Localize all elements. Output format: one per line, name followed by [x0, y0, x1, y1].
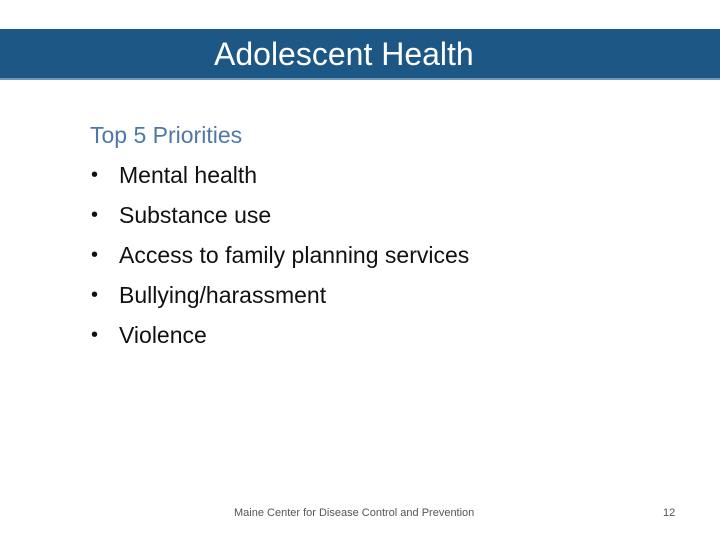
bullet-icon: •: [91, 244, 99, 266]
list-item-text: Violence: [119, 322, 207, 348]
footer-organization: Maine Center for Disease Control and Prevention: [234, 507, 475, 519]
bullet-icon: •: [91, 324, 99, 346]
list-item: [90, 195, 469, 235]
list-item-text: Substance use: [119, 202, 272, 228]
list-item: [90, 155, 469, 195]
title-bar: [0, 29, 720, 80]
list-item: [90, 315, 469, 355]
slide-content: [90, 115, 469, 355]
page-number: 12: [663, 507, 676, 519]
bullet-icon: •: [91, 284, 99, 306]
list-item: [90, 235, 469, 275]
list-item: [90, 275, 469, 315]
slide-title: Adolescent Health: [214, 36, 474, 72]
bullet-icon: •: [91, 164, 99, 186]
priorities-heading: Top 5 Priorities: [90, 122, 243, 148]
list-item-text: Bullying/harassment: [119, 282, 327, 308]
list-item-text: Access to family planning services: [119, 242, 470, 268]
priorities-list: [90, 155, 469, 355]
bullet-icon: •: [91, 204, 99, 226]
list-item-text: Mental health: [119, 162, 258, 188]
